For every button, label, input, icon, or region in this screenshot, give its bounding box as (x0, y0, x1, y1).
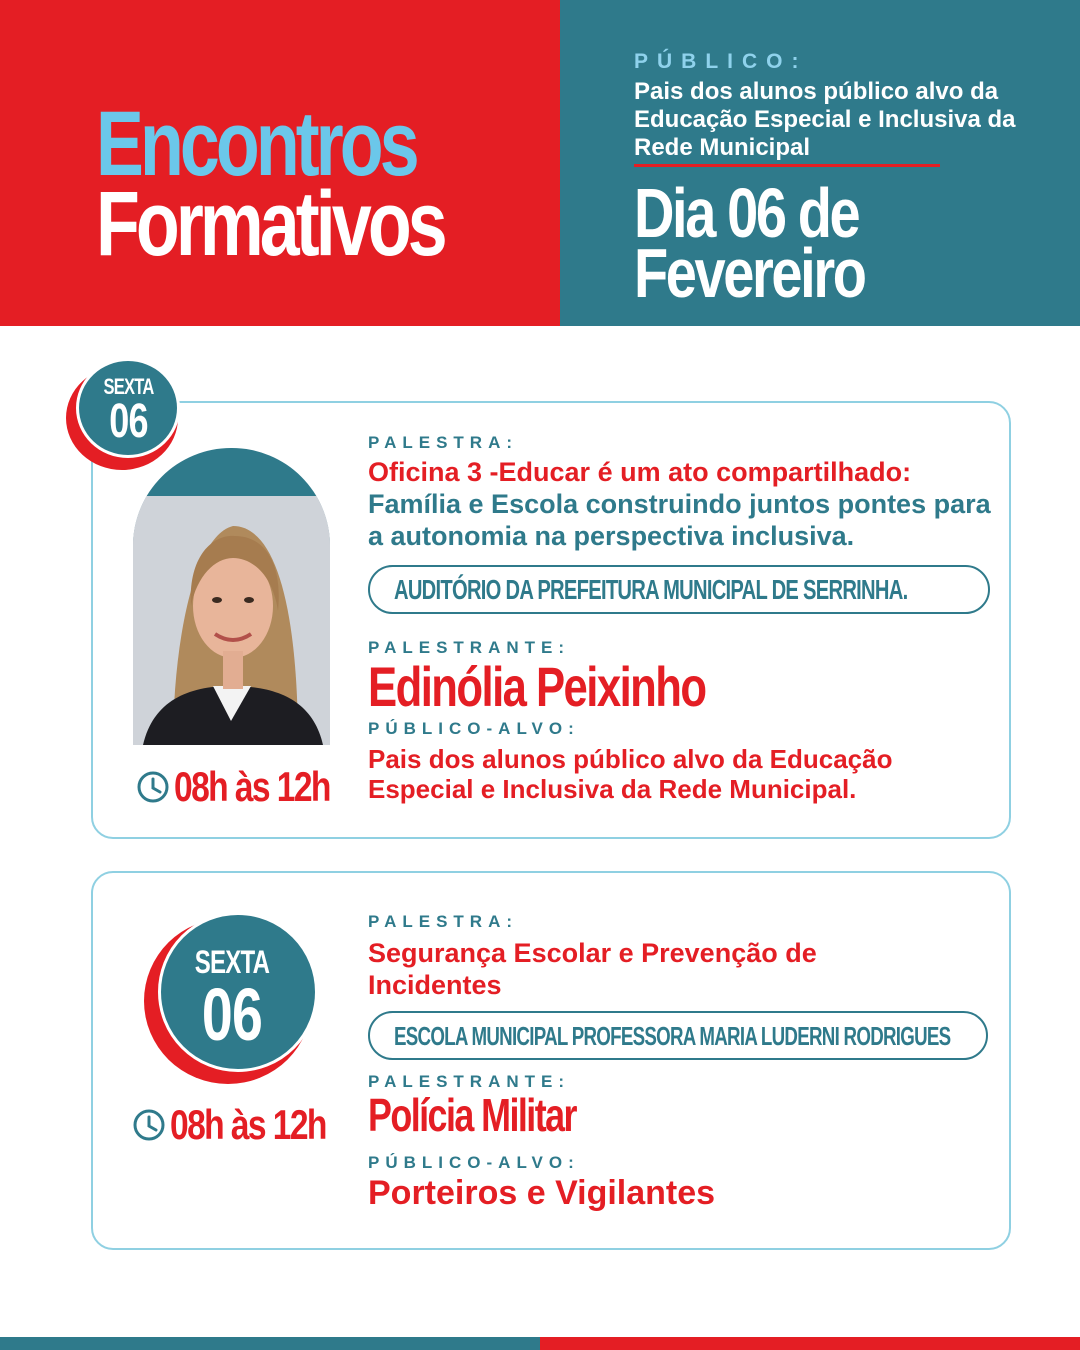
title-line-2: Formativos (96, 173, 444, 275)
palestrante-label: PALESTRANTE: (368, 638, 571, 657)
publico-underline (634, 164, 940, 167)
clock-icon (136, 770, 170, 804)
palestra-title-teal: Família e Escola construindo juntos pontes para a autonomia na perspectiva inclusiva. (368, 489, 991, 551)
publico-alvo-label: PÚBLICO-ALVO: (368, 1153, 580, 1172)
palestra-title (368, 937, 928, 1001)
speaker-portrait-icon (133, 496, 330, 745)
palestra-title-red: Segurança Escolar e Prevenção de Incidentes (368, 938, 817, 1000)
date-badge-1 (66, 358, 191, 473)
badge-number: 06 (109, 395, 148, 448)
event-2-time (132, 1101, 365, 1148)
title-line-1: Encontros (96, 93, 416, 195)
palestra-label: PALESTRA: (368, 433, 519, 452)
event-1-time (136, 763, 369, 810)
clock-icon (132, 1108, 166, 1142)
badge-number: 06 (201, 973, 263, 1056)
badge-day: SEXTA (194, 944, 270, 980)
speaker-photo (133, 496, 330, 745)
location-pill-1 (368, 565, 990, 614)
palestrante-name: Edinólia Peixinho (368, 655, 706, 718)
location-text: ESCOLA MUNICIPAL PROFESSORA MARIA LUDERNI RODRIGUES (394, 1020, 951, 1051)
palestra-title-red: Oficina 3 -Educar é um ato compartilhado: (368, 457, 912, 487)
palestrante-label: PALESTRANTE: (368, 1072, 571, 1091)
location-pill-2 (368, 1011, 988, 1060)
publico-text: Pais dos alunos público alvo da Educação Especial e Inclusiva da Rede Municipal (634, 78, 1016, 161)
publico-alvo-text: Pais dos alunos público alvo da Educação Especial e Inclusiva da Rede Municipal. (368, 744, 893, 804)
footer-bar-red (540, 1337, 1080, 1350)
date-line-2: Fevereiro (634, 234, 865, 312)
palestra-title (368, 456, 1008, 552)
time-text: 08h às 12h (174, 763, 330, 810)
speaker-photo-frame (133, 448, 330, 745)
badge-day: SEXTA (103, 374, 154, 399)
palestrante-name: Polícia Militar (368, 1089, 576, 1141)
publico-alvo-text: Porteiros e Vigilantes (368, 1174, 716, 1212)
date-badge-2 (142, 912, 322, 1087)
palestra-label: PALESTRA: (368, 912, 519, 931)
footer-bar-teal (0, 1337, 540, 1350)
time-text: 08h às 12h (170, 1101, 326, 1148)
publico-alvo-label: PÚBLICO-ALVO: (368, 719, 580, 738)
publico-label: PÚBLICO: (634, 50, 808, 73)
date-line-1: Dia 06 de (634, 174, 859, 252)
location-text: AUDITÓRIO DA PREFEITURA MUNICIPAL DE SERRINHA. (394, 573, 908, 605)
